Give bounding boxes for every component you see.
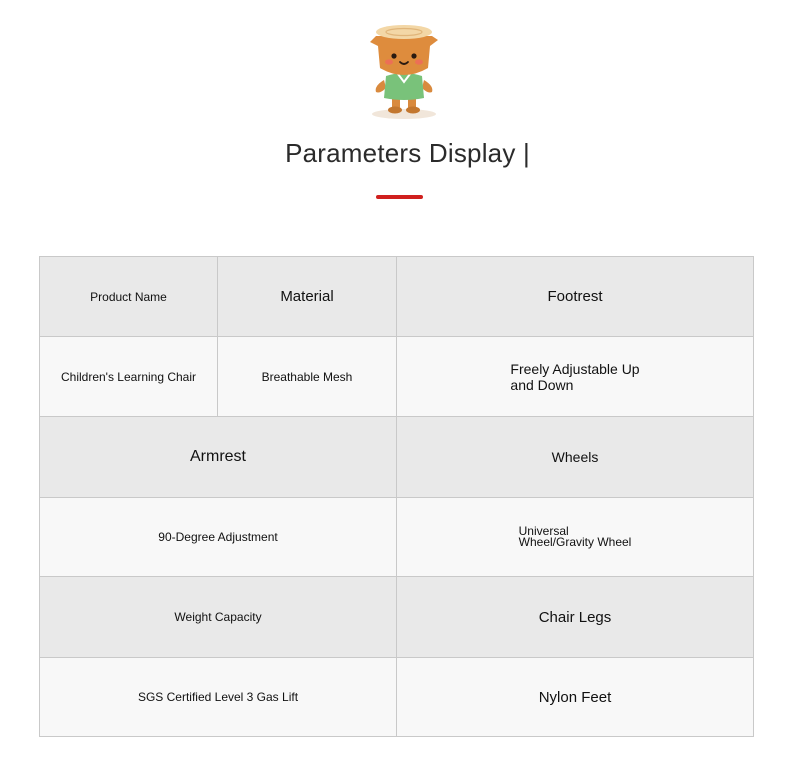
chair-legs-label: Chair Legs [397, 577, 754, 658]
product-name-label: Product Name [40, 257, 218, 337]
product-name-value: Children's Learning Chair [40, 337, 218, 417]
chair-legs-value: Nylon Feet [397, 658, 754, 737]
footrest-value-line1: Freely Adjustable Up [510, 360, 640, 377]
wheels-value-line1: Universal [518, 523, 569, 538]
table-row [40, 257, 754, 337]
material-label: Material [218, 257, 397, 337]
armrest-value: 90-Degree Adjustment [40, 498, 397, 577]
footrest-label: Footrest [397, 257, 754, 337]
mascot-icon [362, 22, 446, 120]
wheels-label: Wheels [397, 417, 754, 498]
table-row [40, 498, 754, 577]
weight-capacity-label: Weight Capacity [40, 577, 397, 658]
table-row [40, 658, 754, 737]
table-row [40, 337, 754, 417]
wheels-value [397, 498, 754, 577]
footrest-value [397, 337, 754, 417]
page-title: Parameters Display | [285, 138, 530, 168]
wheels-value-line2: Wheel/Gravity Wheel [518, 534, 632, 549]
table-row [40, 577, 754, 658]
armrest-label: Armrest [40, 417, 397, 498]
title-underline [376, 195, 423, 199]
table-row [40, 417, 754, 498]
weight-capacity-value: SGS Certified Level 3 Gas Lift [40, 658, 397, 737]
material-value: Breathable Mesh [218, 337, 397, 417]
footrest-value-line2: and Down [510, 376, 574, 393]
parameters-table [39, 256, 754, 737]
